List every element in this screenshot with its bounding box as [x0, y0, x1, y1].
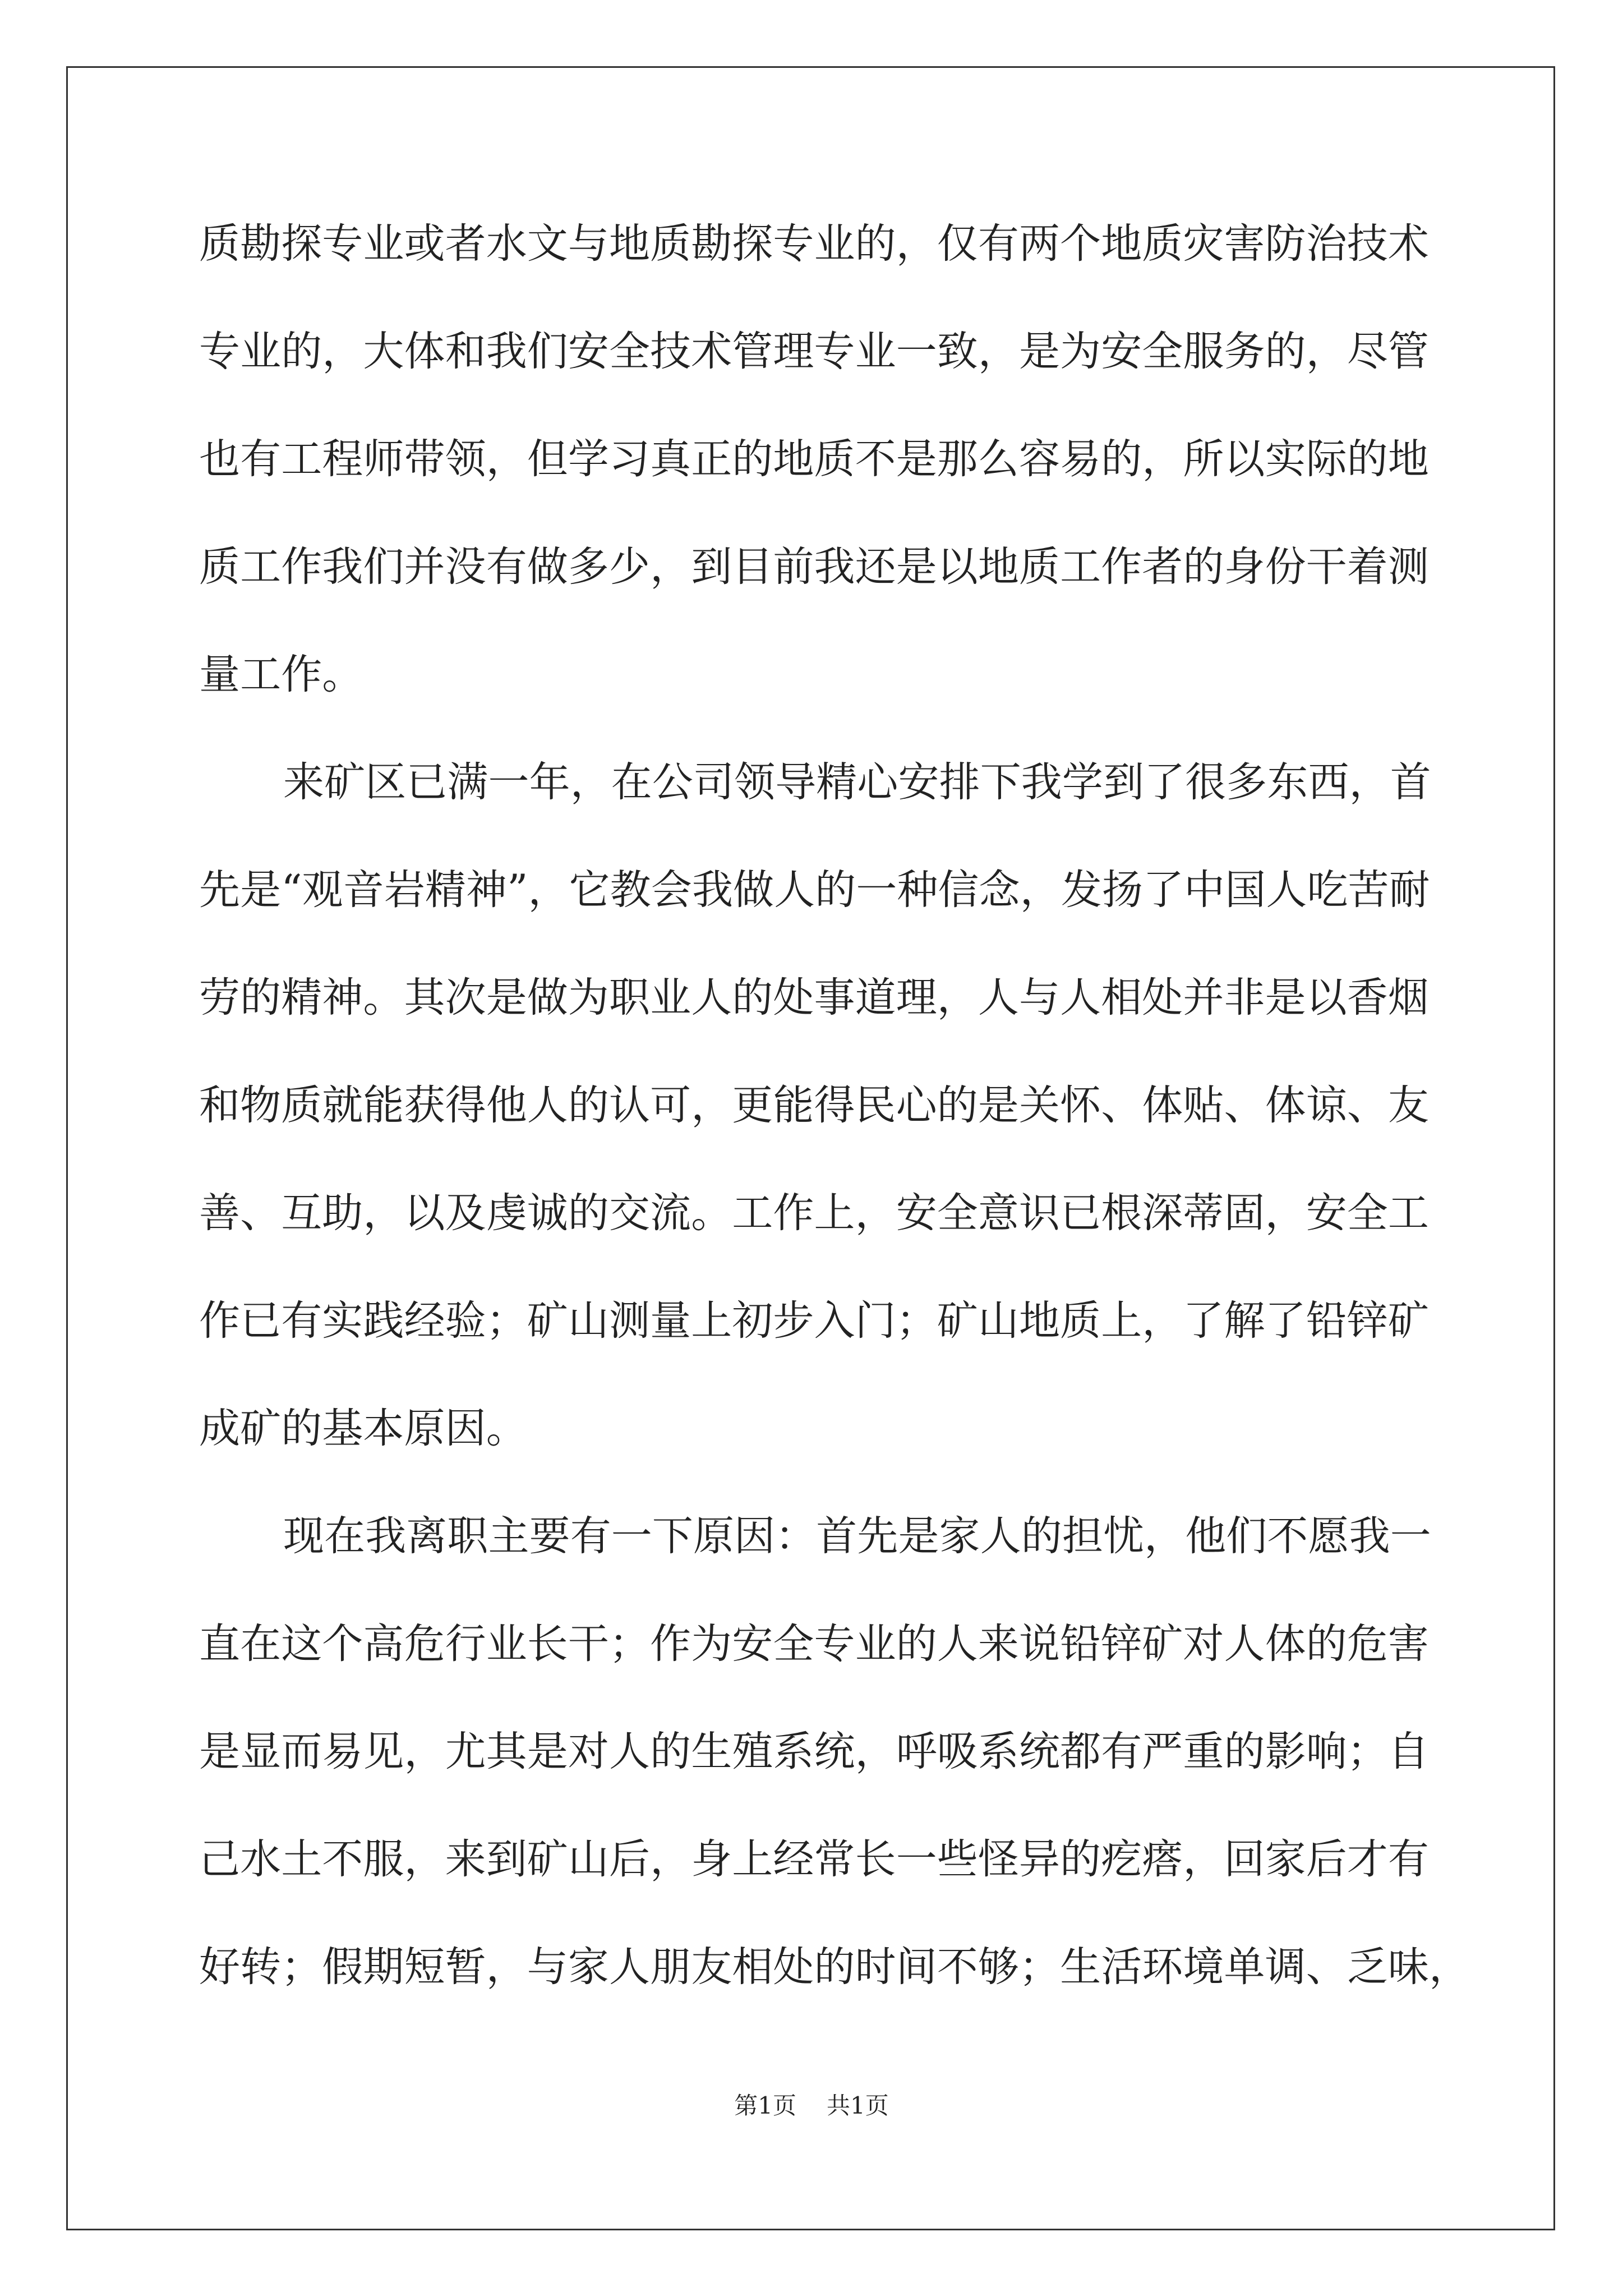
page-number: 第1页	[734, 2092, 796, 2119]
text-line: 成矿的基本原因。	[199, 1405, 527, 1452]
page-total: 共1页	[827, 2092, 889, 2119]
paragraph-first-line: 现在我离职主要有一下原因：首先是家人的担忧，他们不愿我一	[283, 1512, 1431, 1560]
text-line: 质勘探专业或者水文与地质勘探专业的，仅有两个地质灾害防治技术	[199, 220, 1429, 268]
text-line: 己水土不服，来到矿山后，身上经常长一些怪异的疙瘩，回家后才有	[199, 1835, 1429, 1883]
text-line: 劳的精神。其次是做为职业人的处事道理，人与人相处并非是以香烟	[199, 974, 1429, 1022]
text-line: 好转；假期短暂，与家人朋友相处的时间不够；生活环境单调、乏味，	[199, 1943, 1470, 1991]
text-line: 专业的，大体和我们安全技术管理专业一致，是为安全服务的，尽管	[199, 328, 1429, 375]
text-line: 作已有实践经验；矿山测量上初步入门；矿山地质上，了解了铅锌矿	[199, 1297, 1429, 1345]
text-line: 质工作我们并没有做多少，到目前我还是以地质工作者的身份干着测	[199, 543, 1429, 591]
text-line: 是显而易见，尤其是对人的生殖系统，呼吸系统都有严重的影响；自	[199, 1728, 1429, 1775]
text-line: 先是“观音岩精神”，它教会我做人的一种信念，发扬了中国人吃苦耐	[199, 866, 1430, 914]
text-line: 量工作。	[199, 651, 363, 698]
text-line: 直在这个高危行业长干；作为安全专业的人来说铅锌矿对人体的危害	[199, 1620, 1429, 1668]
document-body	[199, 216, 1470, 2047]
text-line: 和物质就能获得他人的认可，更能得民心的是关怀、体贴、体谅、友	[199, 1082, 1429, 1129]
text-line: 也有工程师带领，但学习真正的地质不是那么容易的，所以实际的地	[199, 435, 1429, 483]
paragraph-first-line: 来矿区已满一年，在公司领导精心安排下我学到了很多东西，首	[283, 758, 1431, 806]
page-footer	[0, 2089, 1623, 2123]
text-line: 善、互助，以及虔诚的交流。工作上，安全意识已根深蒂固，安全工	[199, 1189, 1429, 1237]
